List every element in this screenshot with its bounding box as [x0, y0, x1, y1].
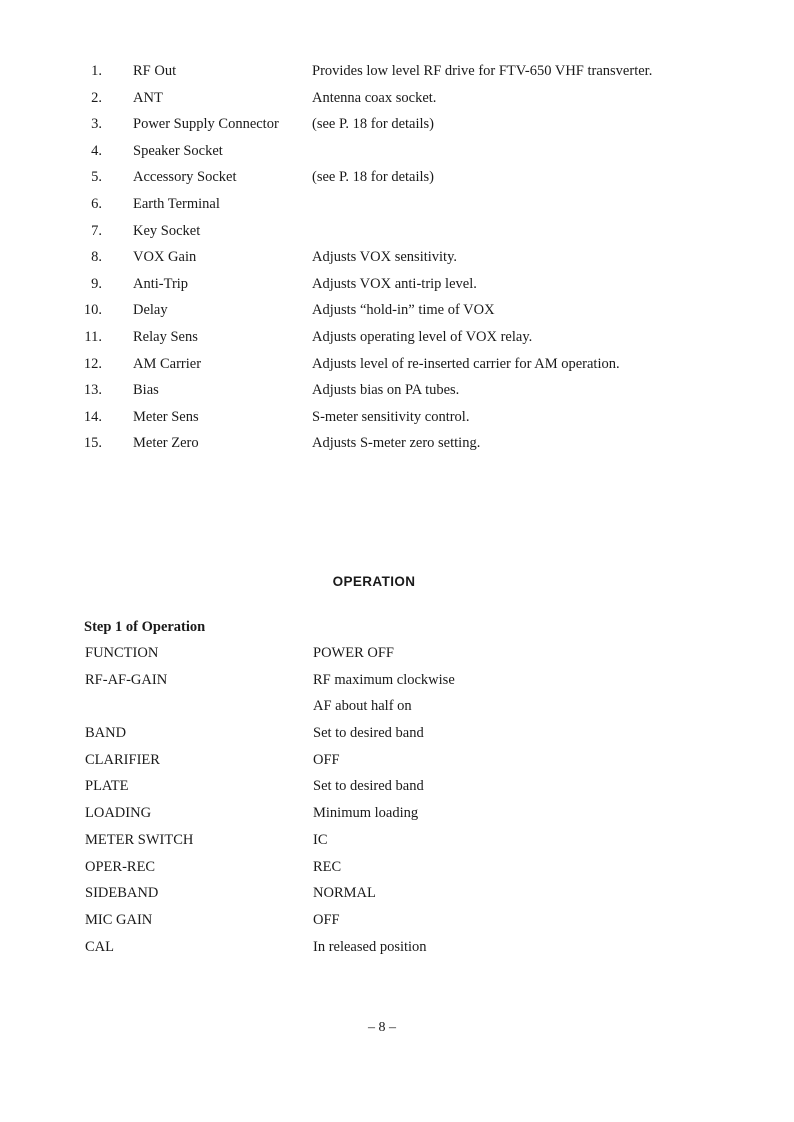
setting-value: RF maximum clockwise — [313, 671, 455, 688]
setting-row — [0, 720, 794, 747]
setting-value: In released position — [313, 938, 427, 955]
setting-value: POWER OFF — [313, 645, 394, 661]
controls-list — [0, 58, 794, 457]
setting-label: OPER-REC — [85, 858, 156, 875]
setting-row — [0, 854, 794, 881]
setting-label: METER SWITCH — [85, 831, 194, 848]
setting-label: MIC GAIN — [85, 911, 153, 928]
setting-row — [0, 907, 794, 934]
control-row — [0, 404, 794, 431]
setting-row — [0, 880, 794, 907]
setting-row — [0, 747, 794, 774]
control-number: 10. — [83, 302, 102, 319]
control-description: Adjusts operating level of VOX relay. — [312, 328, 533, 345]
control-name: Power Supply Connector — [133, 116, 279, 133]
control-row — [0, 297, 794, 324]
setting-value: NORMAL — [313, 885, 376, 902]
setting-row — [0, 640, 794, 667]
setting-row — [0, 934, 794, 961]
setting-value: Minimum loading — [313, 805, 419, 822]
control-name: Earth Terminal — [133, 195, 220, 212]
control-description: Antenna coax socket. — [312, 89, 437, 106]
setting-value: Set to desired band — [313, 725, 424, 742]
control-name: VOX Gain — [133, 249, 197, 266]
page-number: – 8 – — [368, 1020, 396, 1035]
control-number: 2. — [91, 89, 102, 106]
setting-value: OFF — [313, 751, 340, 768]
control-number: 3. — [91, 116, 102, 133]
control-row — [0, 244, 794, 271]
control-number: 12. — [83, 355, 102, 372]
control-name: Meter Zero — [133, 435, 199, 452]
setting-label: BAND — [85, 725, 127, 742]
control-description: Adjusts bias on PA tubes. — [312, 382, 460, 399]
control-row — [0, 218, 794, 245]
setting-label: PLATE — [85, 778, 129, 795]
setting-label: CAL — [85, 938, 114, 955]
control-description: (see P. 18 for details) — [312, 169, 435, 186]
setting-label: FUNCTION — [85, 645, 159, 661]
control-description: Adjusts S-meter zero setting. — [312, 435, 481, 452]
setting-value: Set to desired band — [313, 778, 424, 795]
control-number: 11. — [84, 328, 102, 345]
control-description: Adjusts “hold-in” time of VOX — [312, 302, 495, 319]
control-row — [0, 191, 794, 218]
control-description: S-meter sensitivity control. — [312, 408, 470, 425]
control-row — [0, 271, 794, 298]
control-name: Relay Sens — [133, 328, 198, 345]
control-number: 5. — [91, 169, 102, 186]
setting-row — [0, 800, 794, 827]
control-description: Adjusts VOX sensitivity. — [312, 249, 458, 266]
setting-row — [0, 667, 794, 694]
operation-heading: OPERATION — [332, 574, 416, 589]
control-description: Adjusts VOX anti-trip level. — [312, 275, 477, 292]
control-name: Anti-Trip — [133, 275, 189, 292]
setting-value: AF about half on — [313, 698, 412, 715]
settings-list — [0, 640, 794, 960]
control-name: Meter Sens — [133, 408, 199, 425]
setting-label: LOADING — [85, 805, 152, 822]
control-row — [0, 430, 794, 457]
setting-value: REC — [313, 858, 342, 875]
control-description: (see P. 18 for details) — [312, 116, 435, 133]
setting-row — [0, 773, 794, 800]
setting-label: SIDEBAND — [85, 885, 159, 902]
control-row — [0, 164, 794, 191]
control-description: Provides low level RF drive for FTV-650 VHF transverter. — [312, 63, 653, 79]
control-name: ANT — [133, 89, 163, 106]
control-name: Delay — [133, 302, 168, 319]
control-number: 1. — [91, 63, 102, 79]
setting-row — [0, 827, 794, 854]
setting-row — [0, 693, 794, 720]
control-description: Adjusts level of re-inserted carrier for AM operation. — [312, 355, 620, 372]
control-name: Bias — [133, 382, 159, 399]
control-name: Speaker Socket — [133, 142, 223, 159]
setting-label: RF-AF-GAIN — [85, 671, 168, 688]
control-number: 7. — [91, 222, 102, 239]
control-number: 13. — [83, 382, 102, 399]
control-number: 9. — [91, 275, 102, 292]
control-number: 15. — [83, 435, 102, 452]
control-number: 4. — [91, 142, 102, 159]
control-number: 8. — [91, 249, 102, 266]
control-row — [0, 138, 794, 165]
control-name: Key Socket — [133, 222, 201, 239]
control-row — [0, 324, 794, 351]
control-row — [0, 111, 794, 138]
control-number: 14. — [83, 408, 102, 425]
control-name: AM Carrier — [133, 355, 202, 372]
control-row — [0, 85, 794, 112]
step-title: Step 1 of Operation — [84, 619, 206, 635]
control-row — [0, 351, 794, 378]
setting-label: CLARIFIER — [85, 751, 160, 768]
setting-value: IC — [313, 831, 328, 848]
control-name: Accessory Socket — [133, 169, 237, 186]
control-name: RF Out — [133, 63, 177, 79]
control-number: 6. — [91, 195, 102, 212]
control-row — [0, 377, 794, 404]
control-row — [0, 58, 794, 85]
setting-value: OFF — [313, 911, 340, 928]
